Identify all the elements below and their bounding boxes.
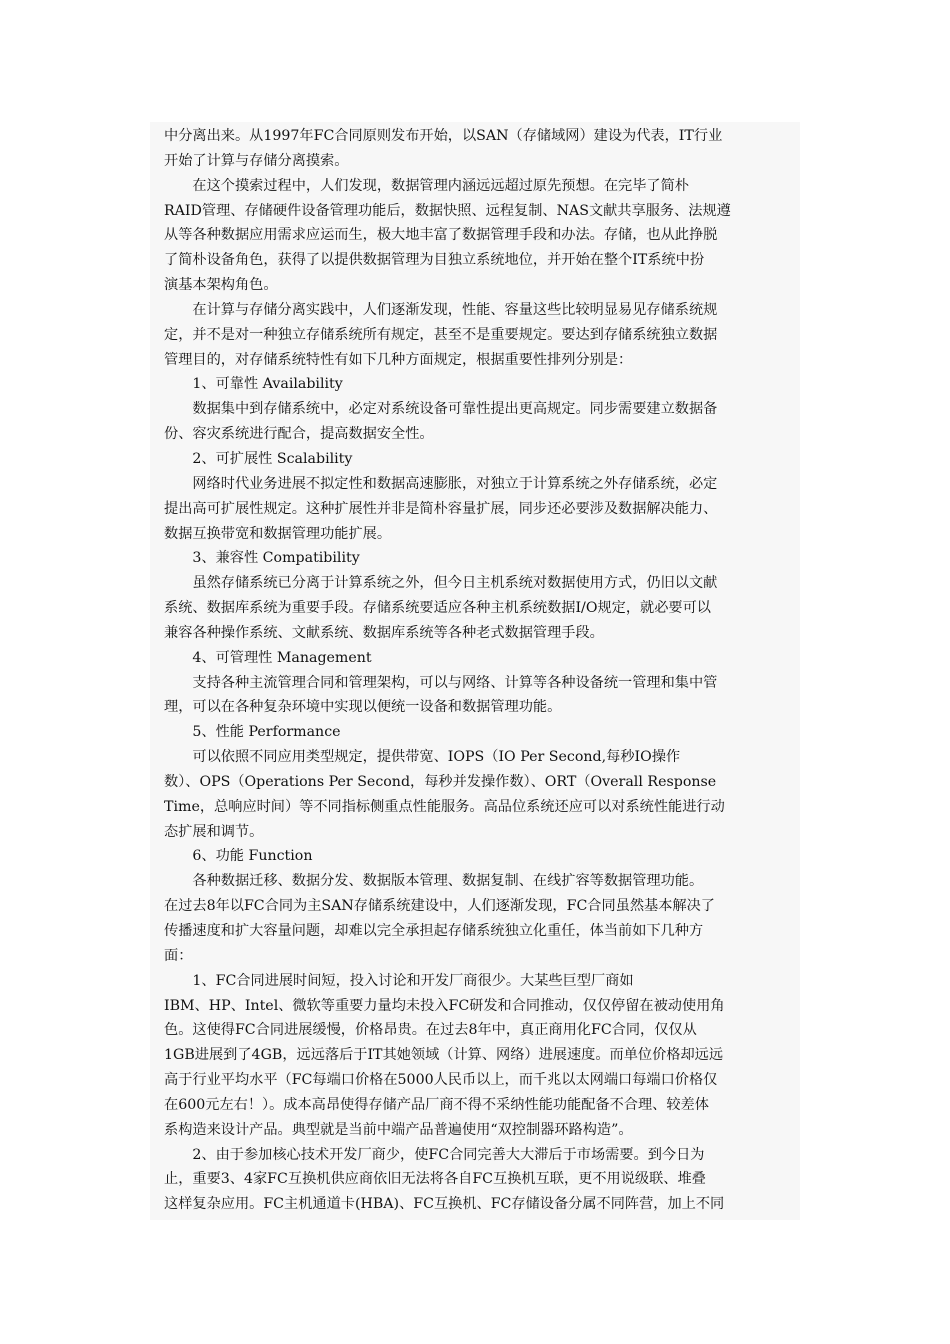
text-line: 5、性能 Performance xyxy=(192,724,341,741)
text-line: 1、FC合同进展时间短，投入讨论和开发厂商很少。大某些巨型厂商如 xyxy=(192,972,634,989)
text-line: 4、可管理性 Management xyxy=(192,649,372,666)
text-line: 止，重要3、4家FC互换机供应商依旧无法将各自FC互换机互联，更不用说级联、堆叠 xyxy=(164,1171,706,1188)
text-line: 份、容灾系统进行配合，提高数据安全性。 xyxy=(164,426,434,443)
text-line: 了简朴设备角色，获得了以提供数据管理为目独立系统地位，并开始在整个IT系统中扮 xyxy=(164,252,705,269)
text-line: 高于行业平均水平（FC每端口价格在5000人民币以上，而千兆以太网端口每端口价格仅 xyxy=(164,1072,718,1089)
text-line: 3、兼容性 Compatibility xyxy=(192,550,360,567)
text-line: 网络时代业务进展不拟定性和数据高速膨胀，对独立于计算系统之外存储系统，必定 xyxy=(192,475,718,492)
document-body xyxy=(164,124,792,1217)
text-line: 系构造来设计产品。典型就是当前中端产品普遍使用“双控制器环路构造”。 xyxy=(164,1121,633,1138)
text-line: 管理目的，对存储系统特性有如下几种方面规定，根据重要性排列分别是： xyxy=(164,351,633,368)
text-line: 各种数据迁移、数据分发、数据版本管理、数据复制、在线扩容等数据管理功能。 xyxy=(192,873,704,890)
text-line: 定，并不是对一种独立存储系统所有规定，甚至不是重要规定。要达到存储系统独立数据 xyxy=(164,326,718,343)
text-line: 兼容各种操作系统、文献系统、数据库系统等各种老式数据管理手段。 xyxy=(164,624,604,641)
text-line: IBM、HP、Intel、微软等重要力量均未投入FC研发和合同推动，仅仅停留在被动使用角 xyxy=(164,997,725,1014)
text-line: 从等各种数据应用需求应运而生，极大地丰富了数据管理手段和办法。存储，也从此挣脱 xyxy=(164,227,718,244)
text-line: 传播速度和扩大容量问题，却难以完全承担起存储系统独立化重任，体当前如下几种方 xyxy=(164,923,704,939)
text-line: 可以依照不同应用类型规定，提供带宽、IOPS（IO Per Second,每秒IO操作 xyxy=(192,749,681,766)
text-line: 开始了计算与存储分离摸索。 xyxy=(164,152,349,169)
text-line: 2、可扩展性 Scalability xyxy=(192,450,353,467)
text-line: Time，总响应时间）等不同指标侧重点性能服务。高品位系统还应可以对系统性能进行动 xyxy=(164,798,725,815)
text-line: RAID管理、存储硬件设备管理功能后，数据快照、远程复制、NAS文献共享服务、法规遵 xyxy=(164,202,731,219)
text-line: 支持各种主流管理合同和管理架构，可以与网络、计算等各种设备统一管理和集中管 xyxy=(192,674,718,691)
text-line: 理，可以在各种复杂环境中实现以便统一设备和数据管理功能。 xyxy=(164,699,562,716)
text-line: 演基本架构角色。 xyxy=(164,277,278,294)
text-line: 中分离出来。从1997年FC合同原则发布开始，以SAN（存储域网）建设为代表，IT行业 xyxy=(164,128,723,144)
text-line: 提出高可扩展性规定。这种扩展性并非是简朴容量扩展，同步还必要涉及数据解决能力、 xyxy=(164,500,718,517)
text-line: 1、可靠性 Availability xyxy=(192,376,343,393)
text-line: 面： xyxy=(164,947,193,964)
text-line: 态扩展和调节。 xyxy=(164,823,264,840)
text-line: 1GB进展到了4GB，远远落后于IT其她领域（计算、网络）进展速度。而单位价格却远远 xyxy=(164,1047,724,1064)
text-line: 虽然存储系统已分离于计算系统之外，但今日主机系统对数据使用方式，仍旧以文献 xyxy=(192,575,718,592)
text-line: 6、功能 Function xyxy=(192,848,313,865)
text-line: 数据互换带宽和数据管理功能扩展。 xyxy=(164,525,392,542)
text-line: 数）、OPS（Operations Per Second，每秒并发操作数）、ORT（Overall Response xyxy=(164,773,717,790)
text-line: 在计算与存储分离实践中，人们逐渐发现，性能、容量这些比较明显易见存储系统规 xyxy=(192,301,718,318)
text-line: 这样复杂应用。FC主机通道卡(HBA)、FC互换机、FC存储设备分属不同阵营，加上不同 xyxy=(164,1196,725,1213)
text-line: 色。这使得FC合同进展缓慢，价格昂贵。在过去8年中，真正商用化FC合同，仅仅从 xyxy=(164,1022,697,1039)
text-line: 数据集中到存储系统中，必定对系统设备可靠性提出更高规定。同步需要建立数据备 xyxy=(192,401,718,418)
text-line: 2、由于参加核心技术开发厂商少，使FC合同完善大大滞后于市场需要。到今日为 xyxy=(192,1146,705,1163)
text-line: 在过去8年以FC合同为主SAN存储系统建设中，人们逐渐发现，FC合同虽然基本解决了 xyxy=(164,898,715,915)
text-line: 在600元左右！）。成本高昂使得存储产品厂商不得不采纳性能功能配备不合理、较差体 xyxy=(164,1096,709,1113)
text-line: 系统、数据库系统为重要手段。存储系统要适应各种主机系统数据I/O规定，就必要可以 xyxy=(164,600,711,617)
text-line: 在这个摸索过程中，人们发现，数据管理内涵远远超过原先预想。在完毕了简朴 xyxy=(192,177,689,194)
